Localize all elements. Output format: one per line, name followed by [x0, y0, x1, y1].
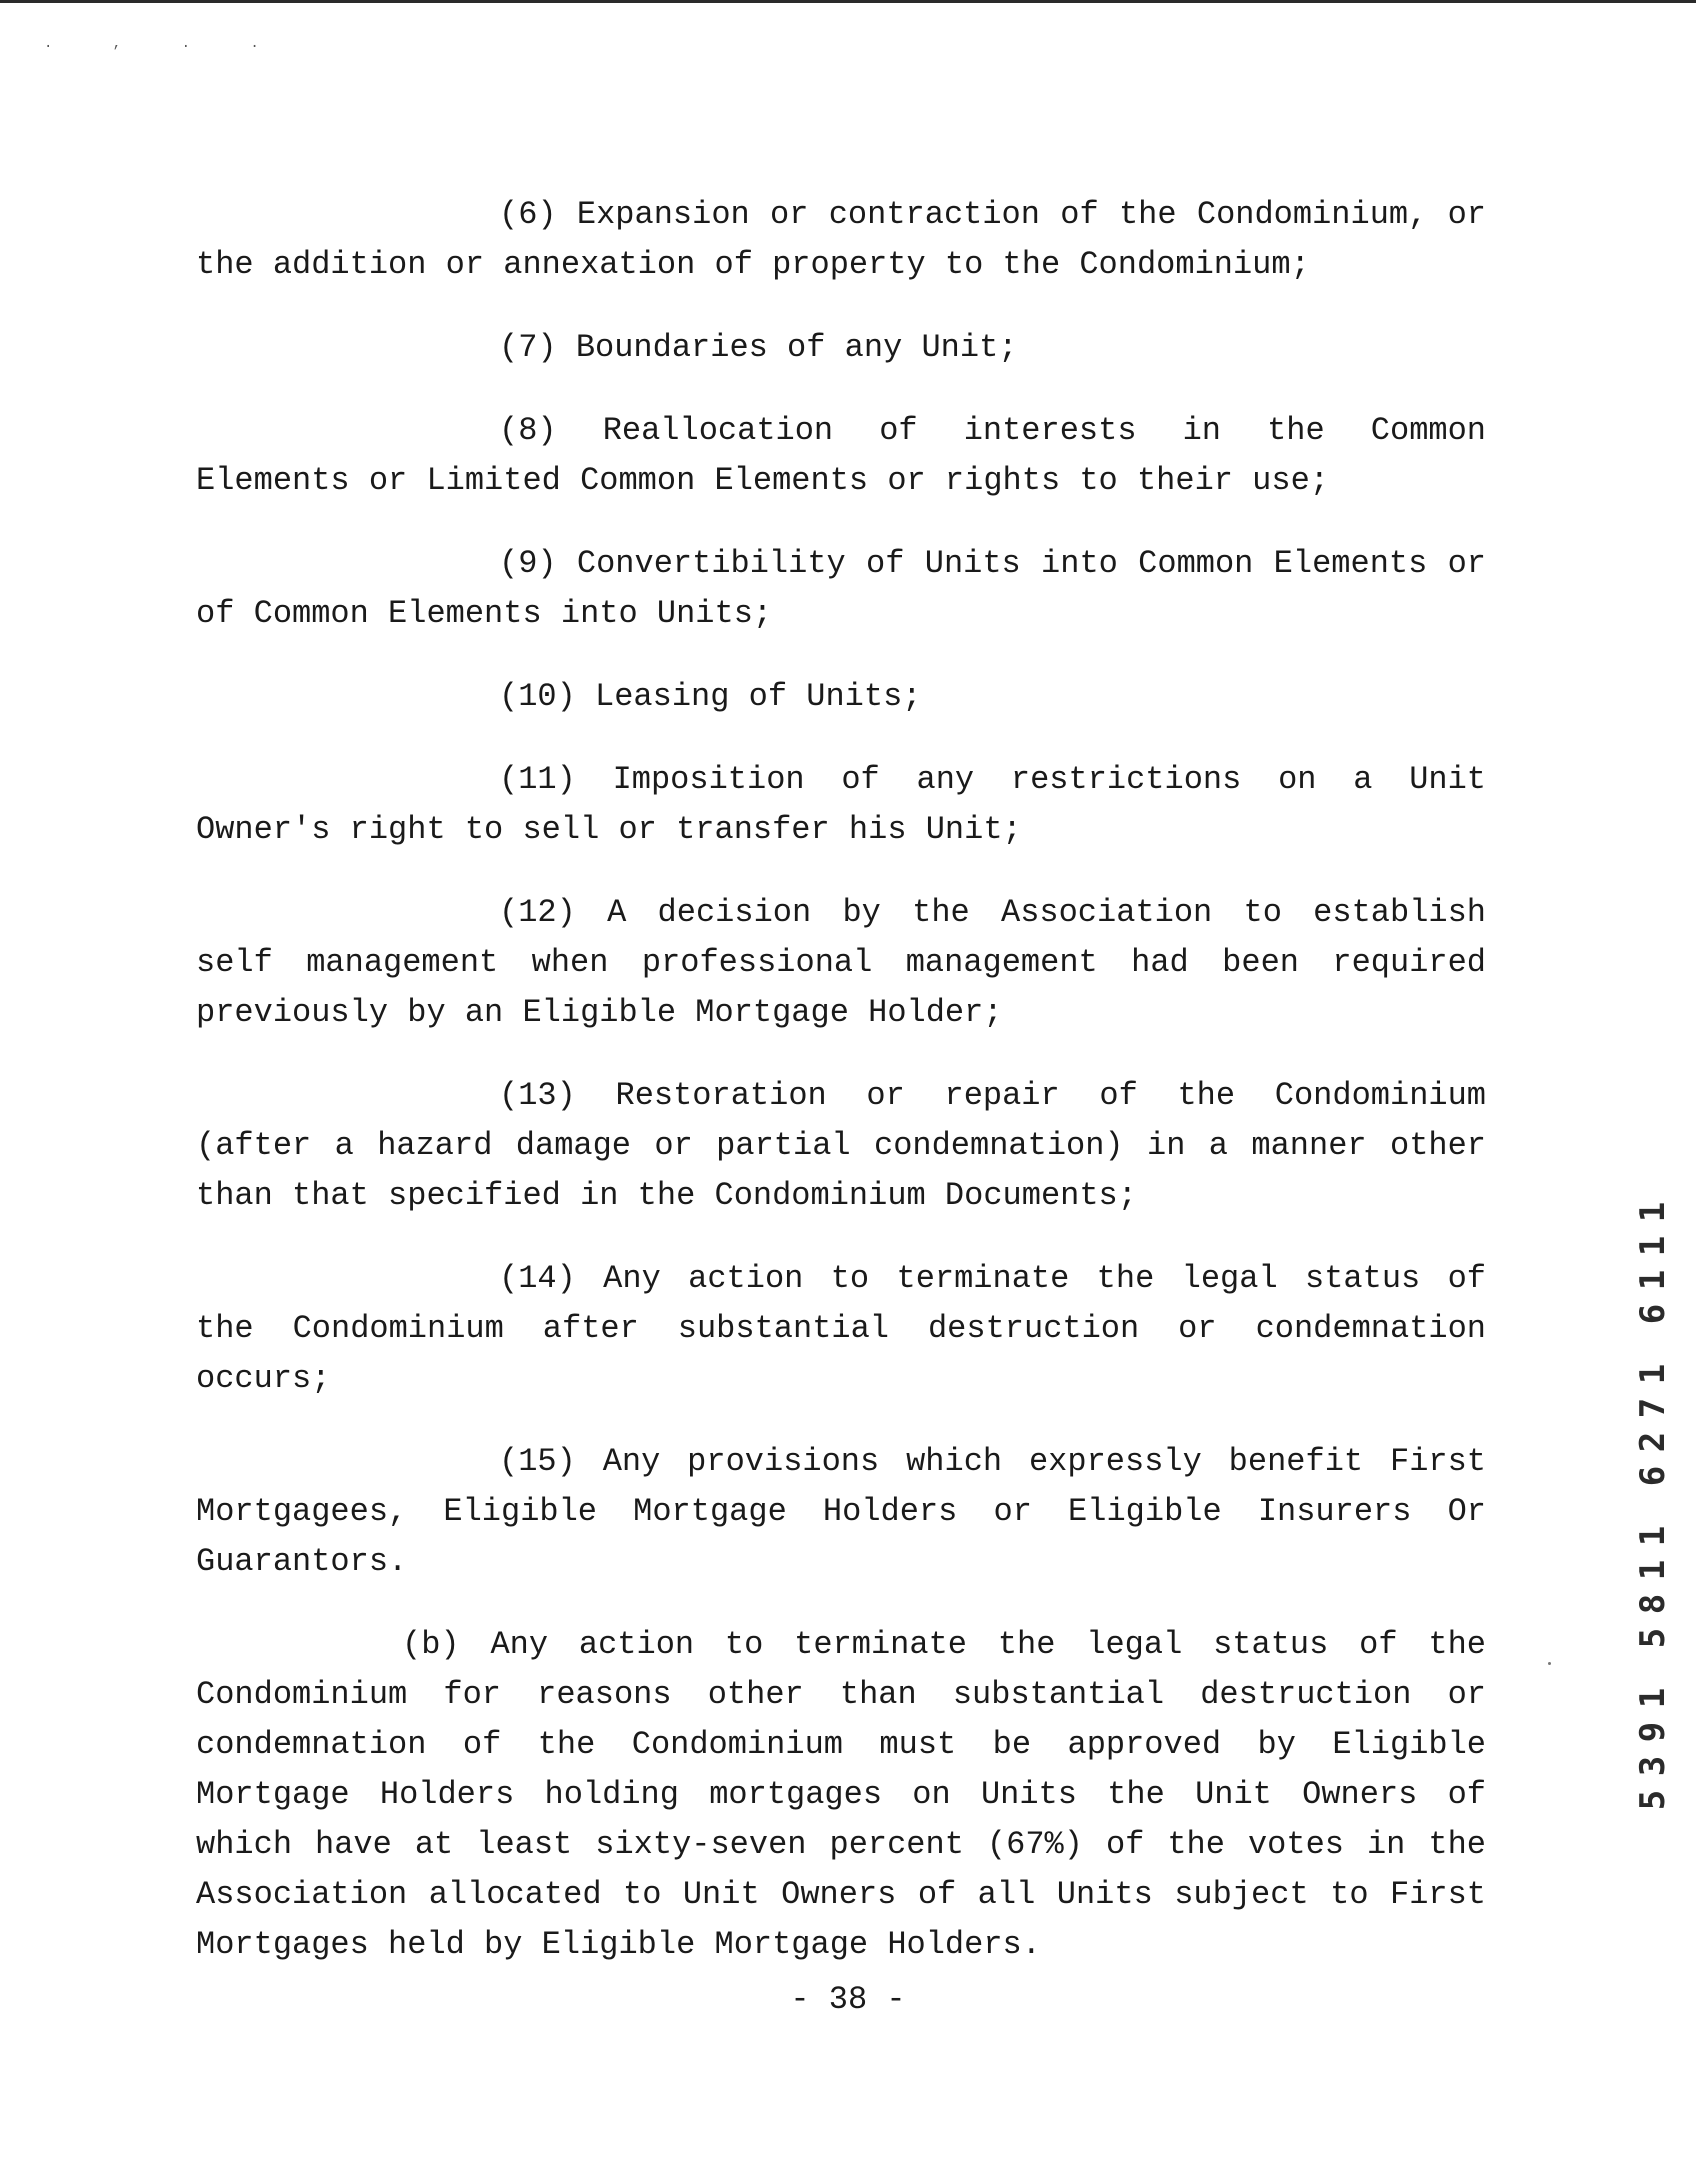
paragraph-item-7: (7) Boundaries of any Unit; [499, 329, 1018, 366]
paragraph-item-12: (12) A decision by the Association to establish self management when professional management had been required previously by an Eligible Mortgage Holder; [196, 894, 1486, 1031]
scan-specks: . , . . [44, 36, 285, 52]
paragraph-item-9: (9) Convertibility of Units into Common Elements or of Common Elements into Units; [196, 545, 1486, 632]
paragraph-item-15: (15) Any provisions which expressly benefit First Mortgagees, Eligible Mortgage Holders or Eligible Insurers Or Guarantors. [196, 1443, 1486, 1580]
top-scan-edge [0, 0, 1696, 3]
margin-stamp-group-2: 1 7 2 6 [1633, 1363, 1673, 1487]
page-number: - 38 - [790, 1981, 906, 2018]
paragraph-item-11: (11) Imposition of any restrictions on a Unit Owner's right to sell or transfer his Unit; [196, 761, 1486, 848]
paragraph-item-6: (6) Expansion or contraction of the Condominium, or the addition or annexation of property to the Condominium; [196, 196, 1486, 283]
paragraph-item-14: (14) Any action to terminate the legal status of the Condominium after substantial destruction or condemnation occurs; [196, 1260, 1486, 1397]
margin-recording-stamp [1633, 1195, 1673, 1817]
paragraph-item-8: (8) Reallocation of interests in the Common Elements or Limited Common Elements or rights to their use; [196, 412, 1486, 499]
margin-stamp-group-1: 1 1 1 6 [1633, 1201, 1673, 1325]
margin-stamp-group-3: 1 1 8 5 [1633, 1525, 1673, 1649]
scan-dot [1548, 1662, 1551, 1665]
paragraph-item-13: (13) Restoration or repair of the Condominium (after a hazard damage or partial condemnation) in a manner other than that specified in the Condominium Documents; [196, 1077, 1486, 1214]
paragraph-item-10: (10) Leasing of Units; [499, 678, 922, 715]
document-body [196, 190, 1486, 2003]
paragraph-item-b: (b) Any action to terminate the legal status of the Condominium for reasons other than substantial destruction or condemnation of the Condominium must be approved by Eligible Mortgage Holders holding mortgages on Units the Unit Owners of which have at least sixty-seven percent (67%) of the votes in the Association allocated to Unit Owners of all Units subject to First Mortgages held by Eligible Mortgage Holders. [196, 1626, 1486, 1963]
margin-stamp-group-4: 1 9 3 5 [1633, 1687, 1673, 1811]
